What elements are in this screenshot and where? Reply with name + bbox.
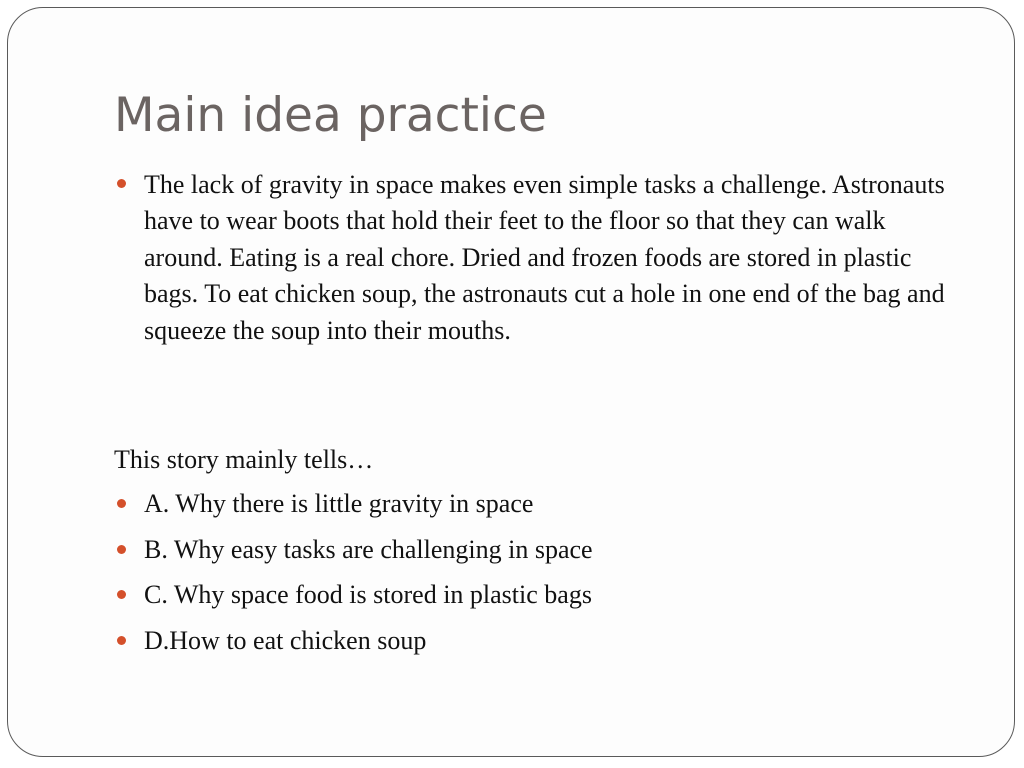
answer-option-label: B. Why easy tasks are challenging in space xyxy=(144,534,593,564)
bullet-dot-icon xyxy=(117,179,126,188)
slide-title: Main idea practice xyxy=(114,88,547,143)
answer-option-label: C. Why space food is stored in plastic bags xyxy=(144,580,592,609)
answer-option-label: A. Why there is little gravity in space xyxy=(144,489,534,518)
bullet-dot-icon xyxy=(117,545,126,554)
answer-option-b xyxy=(114,532,593,578)
bullet-dot-icon xyxy=(117,636,126,645)
bullet-dot-icon xyxy=(117,590,126,599)
passage-bullet xyxy=(114,167,1004,349)
answer-option-c xyxy=(114,577,593,623)
answer-options-list xyxy=(114,486,593,668)
passage-text: The lack of gravity in space makes even simple tasks a challenge. Astronauts have to wear boots that hold their feet to the floor so that they can walk around. Eating is a real chore. Dried and frozen foods are stored in plastic bags. To eat chicken soup, the astronauts cut a hole in one end of the bag and squeeze the soup into their mouths. xyxy=(144,170,945,345)
answer-option-d xyxy=(114,623,593,669)
answer-option-label: D.How to eat chicken soup xyxy=(144,625,427,655)
question-prompt: This story mainly tells… xyxy=(114,445,374,474)
bullet-dot-icon xyxy=(117,499,126,508)
answer-option-a xyxy=(114,486,593,532)
